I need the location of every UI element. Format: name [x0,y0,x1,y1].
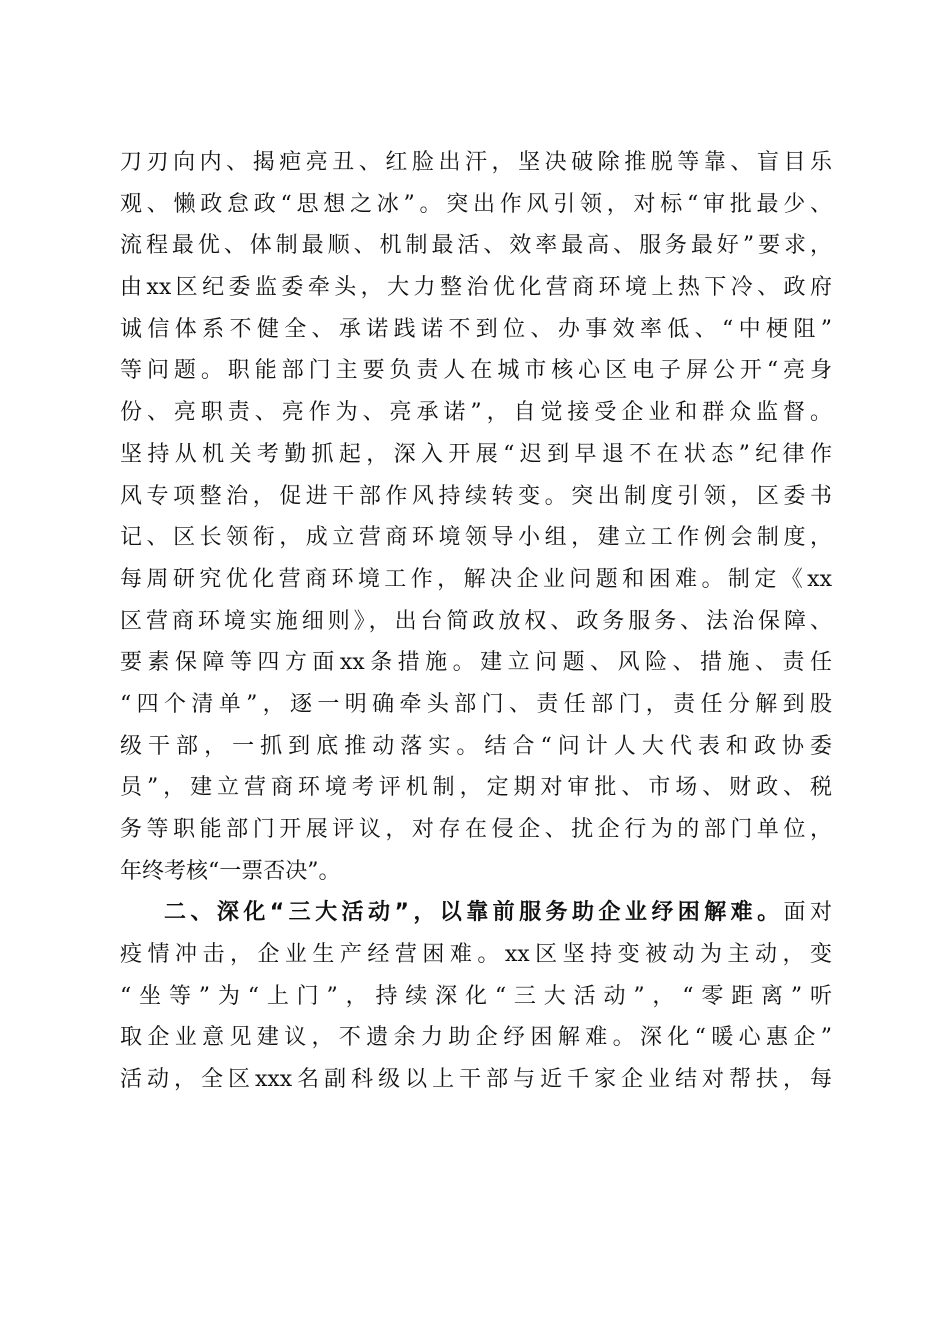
paragraph-1-line: 刀刃向内、揭疤亮丑、红脸出汗，坚决破除推脱等靠、盲目乐 [120,150,832,175]
paragraph-1-line: 等问题。职能部门主要负责人在城市核心区电子屏公开“亮身 [120,358,832,384]
paragraph-2-first-line-rest: 面对 [783,900,832,926]
paragraph-1-line: 流程最优、体制最顺、机制最活、效率最高、服务最好”要求， [120,233,832,259]
paragraph-1-line: 务等职能部门开展评议，对存在侵企、扰企行为的部门单位， [120,817,832,842]
paragraph-1-line: 要素保障等四方面xx条措施。建立问题、风险、措施、责任 [120,650,832,676]
paragraph-1-line: 年终考核“一票否决”。 [120,858,341,884]
paragraph-1-line: 记、区长领衔，成立营商环境领导小组，建立工作例会制度， [120,525,832,551]
paragraph-1-line: 份、亮职责、亮作为、亮承诺”，自觉接受企业和群众监督。 [120,400,832,426]
paragraph-1-line: 每周研究优化营商环境工作，解决企业问题和困难。制定《xx [120,566,832,592]
paragraph-2-line: “坐等”为“上门”，持续深化“三大活动”，“零距离”听 [120,983,832,1009]
paragraph-1-line: “四个清单”，逐一明确牵头部门、责任部门，责任分解到股 [120,691,832,717]
paragraph-1-line: 风专项整治，促进干部作风持续转变。突出制度引领，区委书 [120,483,832,509]
paragraph-1-line: 观、懒政怠政“思想之冰”。突出作风引领，对标“审批最少、 [120,191,832,217]
paragraph-1-line: 坚持从机关考勤抓起，深入开展“迟到早退不在状态”纪律作 [120,441,832,467]
paragraph-2-first-line [120,892,832,934]
paragraph-1-line: 诚信体系不健全、承诺践诺不到位、办事效率低、“中梗阻” [120,316,832,342]
paragraph-1 [120,142,832,892]
paragraph-1-line: 级干部，一抓到底推动落实。结合“问计人大代表和政协委 [120,733,832,759]
paragraph-2-line: 疫情冲击，企业生产经营困难。xx区坚持变被动为主动，变 [120,942,832,968]
document-body [120,142,832,1101]
paragraph-2-line: 取企业意见建议，不遗余力助企纾困解难。深化“暖心惠企” [120,1025,832,1051]
paragraph-2 [120,892,832,1100]
paragraph-1-line: 由xx区纪委监委牵头，大力整治优化营商环境上热下冷、政府 [120,275,832,301]
section-heading: 二、深化“三大活动”，以靠前服务助企业纾困解难。 [164,900,784,926]
paragraph-1-line: 员”，建立营商环境考评机制，定期对审批、市场、财政、税 [120,775,832,801]
paragraph-1-line: 区营商环境实施细则》，出台简政放权、政务服务、法治保障、 [120,608,832,634]
paragraph-2-line: 活动，全区xxx名副科级以上干部与近千家企业结对帮扶，每 [120,1067,832,1093]
